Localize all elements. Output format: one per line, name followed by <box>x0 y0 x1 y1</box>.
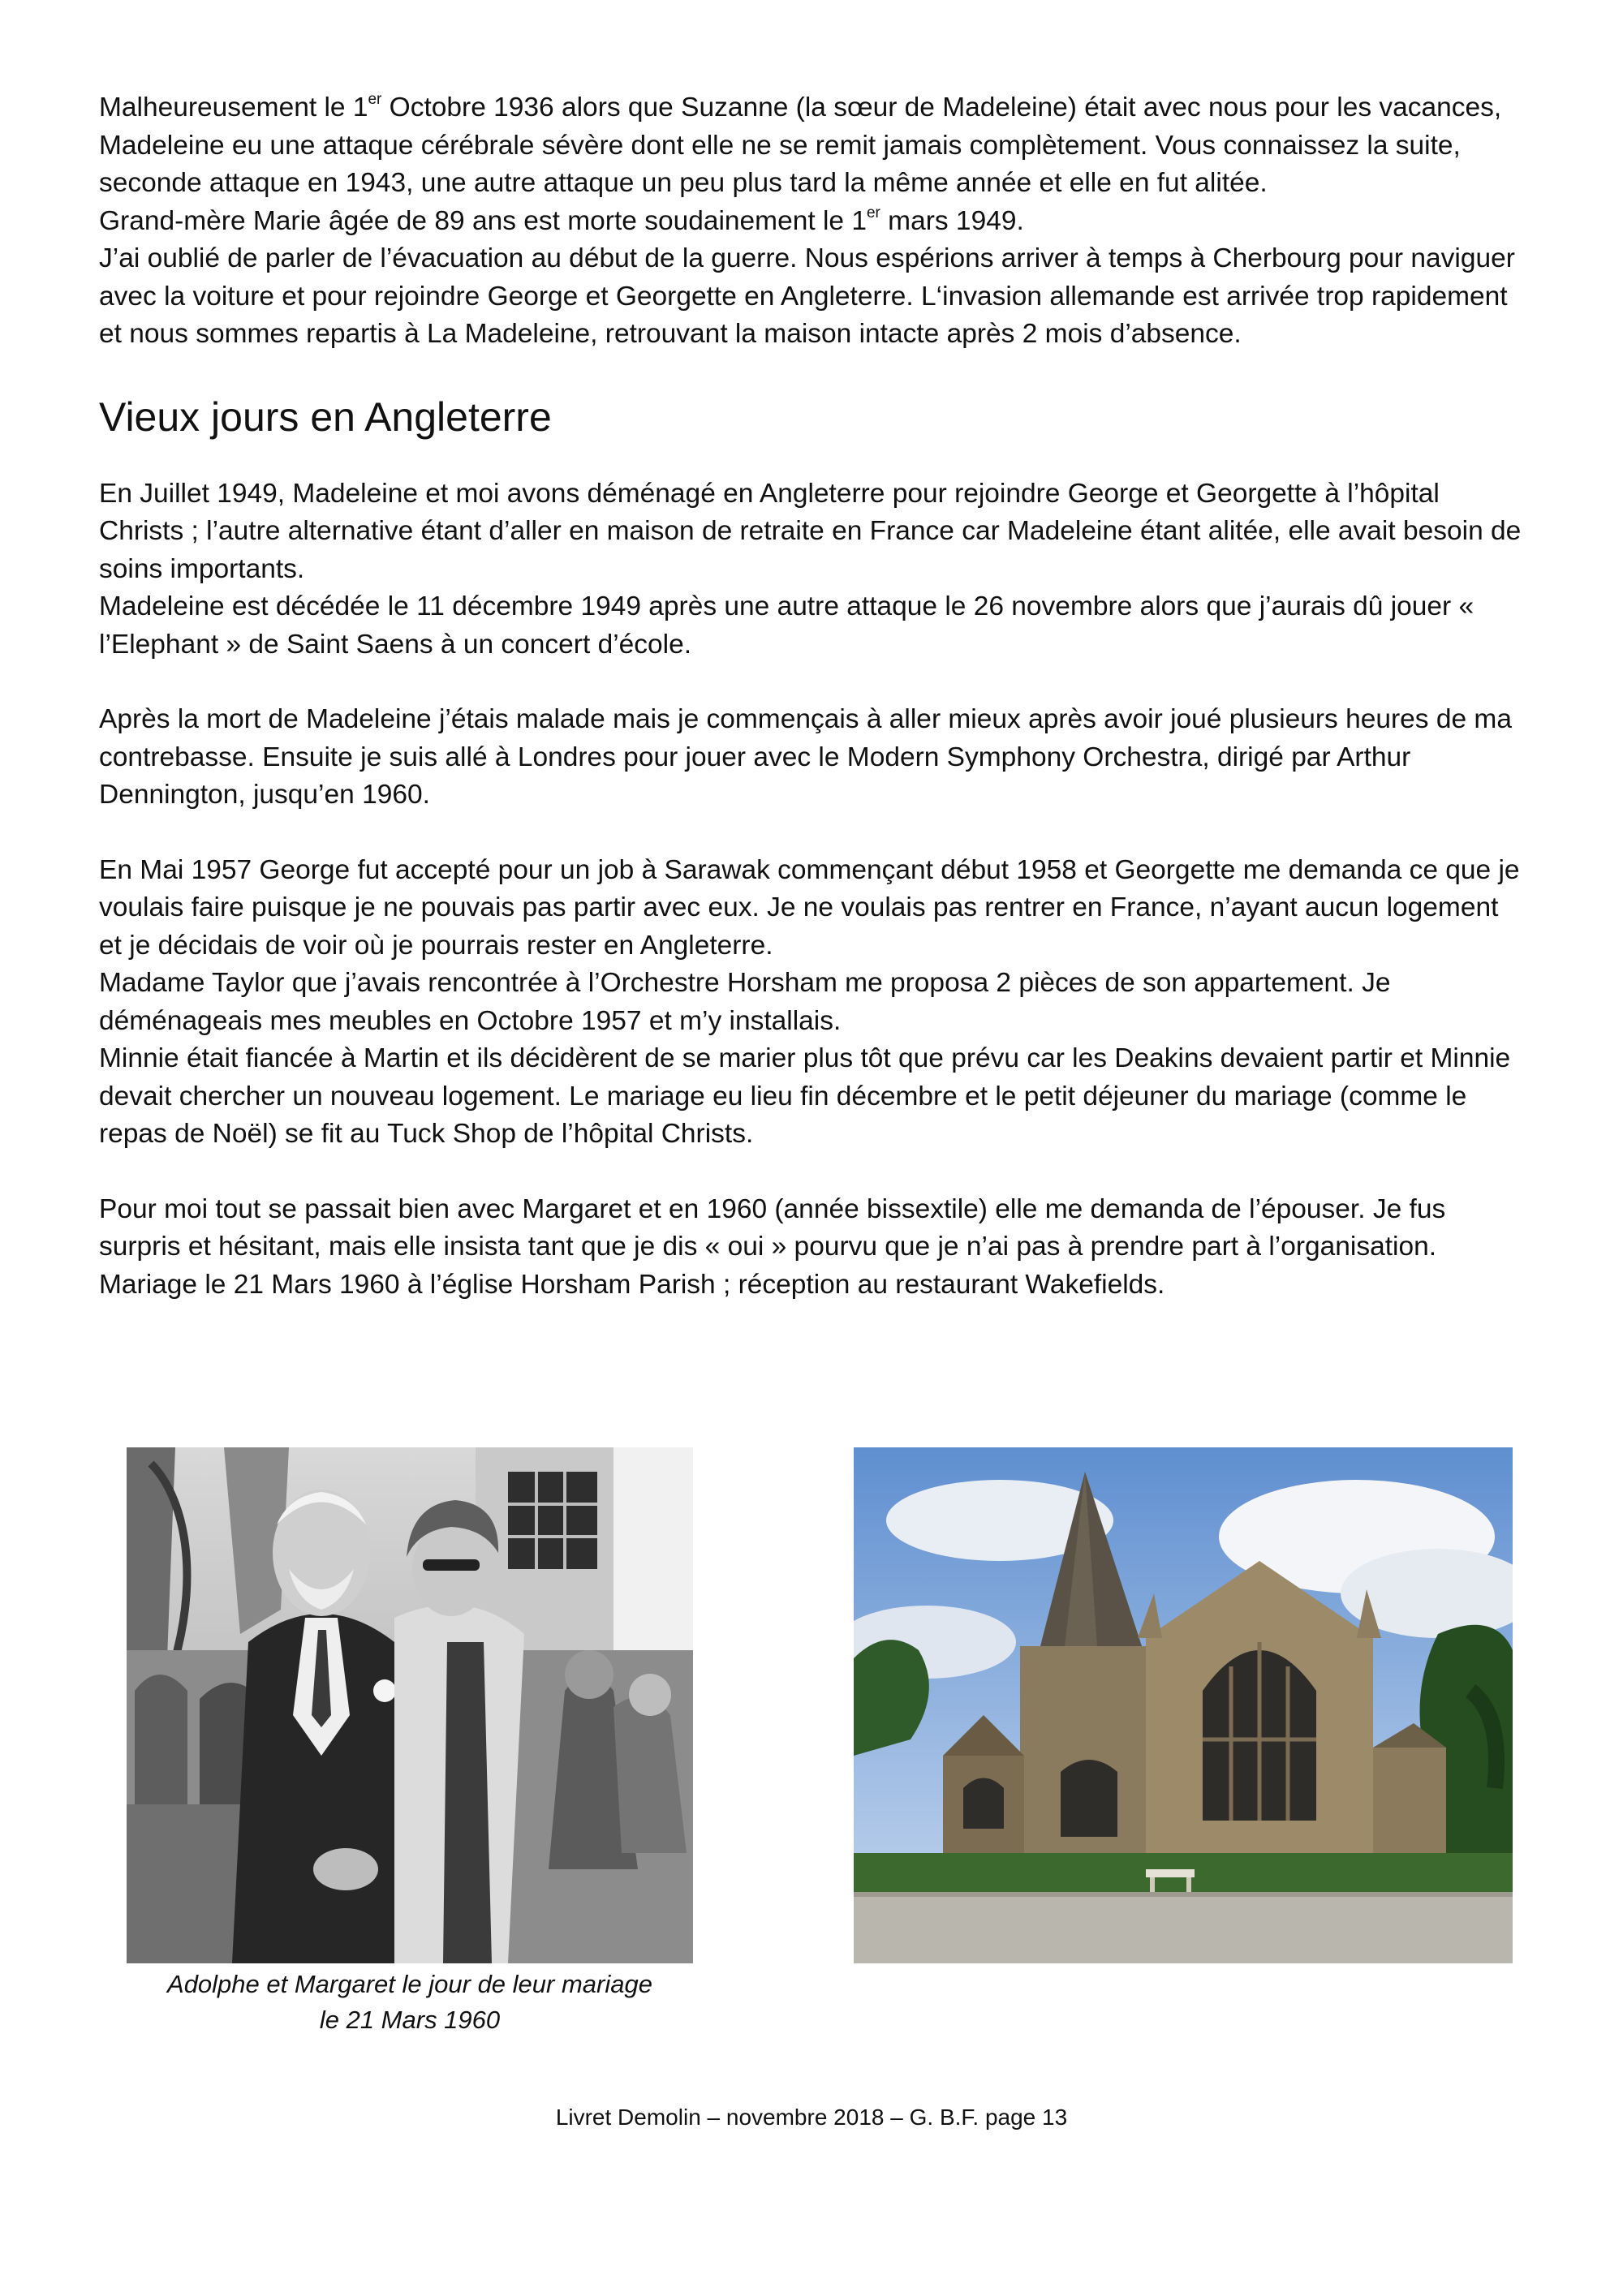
paragraph-madame-taylor: Madame Taylor que j’avais rencontrée à l’Orchestre Horsham me proposa 2 pièces de son appartement. Je déménageais mes meubles en Octobre 1957 et m’y installais. <box>99 968 1391 1036</box>
page-footer: Livret Demolin – novembre 2018 – G. B.F. page 13 <box>555 2105 1068 2130</box>
photo-caption: Adolphe et Margaret le jour de leur mariage le 21 Mars 1960 <box>167 1970 652 2034</box>
page-content <box>99 89 1527 1304</box>
section-heading: Vieux jours en Angleterre <box>99 393 552 440</box>
paragraph-madeleine-death: Madeleine est décédée le 11 décembre 1949 après une autre attaque le 26 novembre alors que j’aurais dû jouer « l’Elephant » de Saint Saens à un concert d’école. <box>99 591 1474 660</box>
paragraph-move-england: En Juillet 1949, Madeleine et moi avons déménagé en Angleterre pour rejoindre George et Georgette à l’hôpital Christs ; l’autre alternative étant d’aller en maison de retraite en France car Madeleine étant alitée, elle avait besoin de soins importants. <box>99 478 1522 584</box>
paragraph-minnie: Minnie était fiancée à Martin et ils décidèrent de se marier plus tôt que prévu car les Deakins devaient partir et Minnie devait chercher un nouveau logement. Le mariage eu lieu fin décembre et le petit déjeuner du mariage (comme le repas de Noël) se fit au Tuck Shop de l’hôpital Christs. <box>99 1043 1511 1149</box>
paragraph-evacuation: J’ai oublié de parler de l’évacuation au début de la guerre. Nous espérions arriver à temps à Cherbourg pour naviguer avec la voiture et pour rejoindre George et Georgette en Angleterre. L‘invasion allemande est arrivée trop rapidement et nous sommes repartis à La Madeleine, retrouvant la maison intacte après 2 mois d’absence. <box>99 243 1515 349</box>
wedding-photo <box>127 1447 693 1963</box>
paragraph-orchestra: Après la mort de Madeleine j’étais malade mais je commençais à aller mieux après avoir joué plusieurs heures de ma contrebasse. Ensuite je suis allé à Londres pour jouer avec le Modern Symphony Orchestra, dirigé par Arthur Dennington, jusqu’en 1960. <box>99 704 1512 810</box>
church-photo <box>854 1447 1513 1963</box>
paragraph-grandmother: Grand-mère Marie âgée de 89 ans est morte soudainement le 1er mars 1949. <box>99 204 1024 236</box>
paragraph-margaret: Pour moi tout se passait bien avec Margaret et en 1960 (année bissextile) elle me demanda de l’épouser. Je fus surpris et hésitant, mais elle insista tant que je dis « oui » pourvu que je n’ai pas à prendre part à l’organisation. Mariage le 21 Mars 1960 à l’église Horsham Parish ; réception au restaurant Wakefields. <box>99 1193 1446 1300</box>
paragraph-sarawak: En Mai 1957 George fut accepté pour un job à Sarawak commençant début 1958 et Georgette me demanda ce que je voulais faire puisque je ne pouvais pas partir avec eux. Je ne voulais pas rentrer en France, n’ayant aucun logement et je décidais de voir où je pourrais rester en Angleterre. <box>99 854 1520 961</box>
paragraph-stroke: Malheureusement le 1er Octobre 1936 alors que Suzanne (la sœur de Madeleine) était avec nous pour les vacances, Madeleine eu une attaque cérébrale sévère dont elle ne se remit jamais complètement. Vous connaissez la suite, seconde attaque en 1943, une autre attaque un peu plus tard la même année et elle en fut alitée. <box>99 91 1502 198</box>
